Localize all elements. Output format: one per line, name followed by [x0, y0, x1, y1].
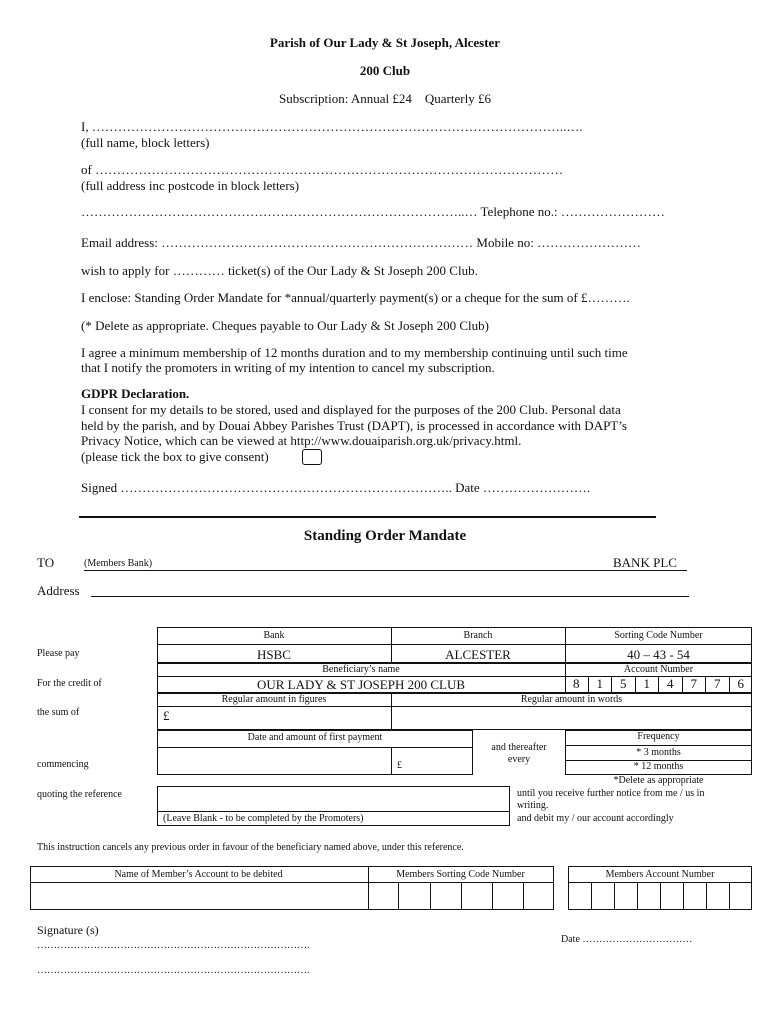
gdpr-line-1: I consent for my details to be stored, used and displayed for the purposes of the 200 Club. Personal data: [81, 402, 621, 417]
to-label: TO: [37, 555, 55, 570]
branch-value: ALCESTER: [445, 647, 511, 662]
gdpr-line-4: (please tick the box to give consent): [81, 449, 269, 464]
regular-words-field[interactable]: [392, 707, 751, 729]
account-digit: 1: [589, 676, 613, 693]
regular-words-label: Regular amount in words: [520, 694, 623, 705]
address-label: Address: [37, 583, 80, 598]
gdpr-line-3: Privacy Notice, which can be viewed at http://www.douaiparish.org.uk/privacy.html.: [81, 433, 522, 448]
branch-col-label: Branch: [463, 630, 493, 641]
account-digit: 5: [612, 676, 636, 693]
beneficiary-label: Beneficiary’s name: [322, 664, 400, 675]
quoting-label: quoting the reference: [37, 789, 122, 800]
full-name-hint: (full name, block letters): [81, 135, 210, 150]
subscription-line: Subscription: Annual £24 Quarterly £6: [279, 91, 491, 106]
sort-code-value: 40 – 43 - 54: [627, 647, 690, 662]
account-digit: 6: [737, 676, 744, 691]
bank-address-field[interactable]: [91, 596, 689, 597]
full-name-field[interactable]: I, ………………………………………………………………………………………………..….: [81, 119, 583, 134]
until-notice-line-1: until you receive further notice from me / us in: [517, 788, 705, 799]
gdpr-title: GDPR Declaration.: [81, 386, 190, 401]
account-name-label: Name of Member’s Account to be debited: [114, 869, 283, 880]
every-label: every: [507, 754, 531, 765]
signed-date-field[interactable]: Signed ………………………………………………………………….. Date …………………….: [81, 480, 591, 495]
until-notice-line-3: and debit my / our account accordingly: [517, 813, 674, 824]
first-payment-date-field[interactable]: [158, 747, 390, 774]
credit-of-label: For the credit of: [37, 678, 102, 689]
bank-plc-label: BANK PLC: [613, 555, 677, 570]
signature-label: Signature (s): [37, 923, 99, 937]
consent-checkbox[interactable]: [302, 449, 322, 465]
members-account-label: Members Account Number: [605, 869, 715, 880]
cancels-note: This instruction cancels any previous order in favour of the beneficiary named above, under this reference.: [37, 842, 464, 853]
gdpr-line-2: held by the parish, and by Douai Abbey Parishes Trust (DAPT), is processed in accordance with DAPT’s: [81, 418, 627, 433]
section-divider: [79, 516, 656, 518]
sort-col-label: Sorting Code Number: [614, 630, 703, 641]
signature-line-1[interactable]: ……………………………………………………………………….: [37, 940, 310, 951]
enclose-line[interactable]: I enclose: Standing Order Mandate for *annual/quarterly payment(s) or a cheque for the sum of £……….: [81, 290, 630, 305]
agreement-line-1: I agree a minimum membership of 12 months duration and to my membership continuing until such time: [81, 345, 628, 360]
bank-value: HSBC: [257, 647, 291, 662]
email-mobile-field[interactable]: Email address: ……………………………………………………………… Mobile no: ……………………: [81, 235, 642, 250]
members-sort-label: Members Sorting Code Number: [396, 869, 525, 880]
please-pay-label: Please pay: [37, 648, 80, 659]
account-digit: 7: [706, 676, 730, 693]
account-digit: 7: [683, 676, 707, 693]
regular-figures-label: Regular amount in figures: [221, 694, 327, 705]
account-label: Account Number: [623, 664, 694, 675]
account-digit: 8: [565, 676, 589, 693]
agreement-line-2: that I notify the promoters in writing of my intention to cancel my subscription.: [81, 360, 495, 375]
account-digit: 1: [636, 676, 660, 693]
frequency-12-months[interactable]: * 12 months: [633, 761, 684, 772]
first-payment-amount-field[interactable]: £: [397, 760, 402, 771]
account-digit: 4: [659, 676, 683, 693]
first-payment-label: Date and amount of first payment: [247, 732, 383, 743]
address-hint: (full address inc postcode in block letters): [81, 178, 300, 193]
regular-figures-field[interactable]: £: [163, 708, 170, 723]
signature-date-field[interactable]: Date ……………………………: [561, 934, 693, 945]
delete-note: (* Delete as appropriate. Cheques payable to Our Lady & St Joseph 200 Club): [81, 318, 489, 333]
bank-col-label: Bank: [263, 630, 285, 641]
members-sort-field[interactable]: [368, 882, 553, 909]
club-title: 200 Club: [359, 63, 411, 78]
members-bank-hint: (Members Bank): [84, 558, 153, 569]
leave-blank-note: (Leave Blank - to be completed by the Promoters): [163, 813, 364, 824]
beneficiary-value: OUR LADY & ST JOSEPH 200 CLUB: [256, 677, 466, 692]
thereafter-label: and thereafter: [491, 742, 547, 753]
account-name-field[interactable]: [31, 882, 367, 909]
commencing-label: commencing: [37, 759, 89, 770]
telephone-field[interactable]: ……………………………………………………………………………..… Telephone no.: ……………………: [81, 204, 665, 219]
until-notice-line-2: writing.: [517, 800, 549, 811]
mandate-title: Standing Order Mandate: [303, 528, 467, 544]
frequency-label: Frequency: [637, 731, 680, 742]
account-digits: [565, 676, 752, 693]
sum-of-label: the sum of: [37, 707, 80, 718]
tickets-field[interactable]: wish to apply for ………… ticket(s) of the Our Lady & St Joseph 200 Club.: [81, 263, 478, 278]
frequency-3-months[interactable]: * 3 months: [636, 747, 681, 758]
signature-line-2[interactable]: ……………………………………………………………………….: [37, 965, 310, 976]
members-bank-field[interactable]: [84, 570, 687, 571]
reference-field[interactable]: [158, 787, 509, 810]
parish-title: Parish of Our Lady & St Joseph, Alcester: [269, 35, 501, 50]
delete-appropriate-note: *Delete as appropriate: [613, 775, 704, 786]
address-field[interactable]: of ………………………………………………………………………………………………: [81, 162, 564, 177]
members-account-field[interactable]: [569, 882, 751, 909]
